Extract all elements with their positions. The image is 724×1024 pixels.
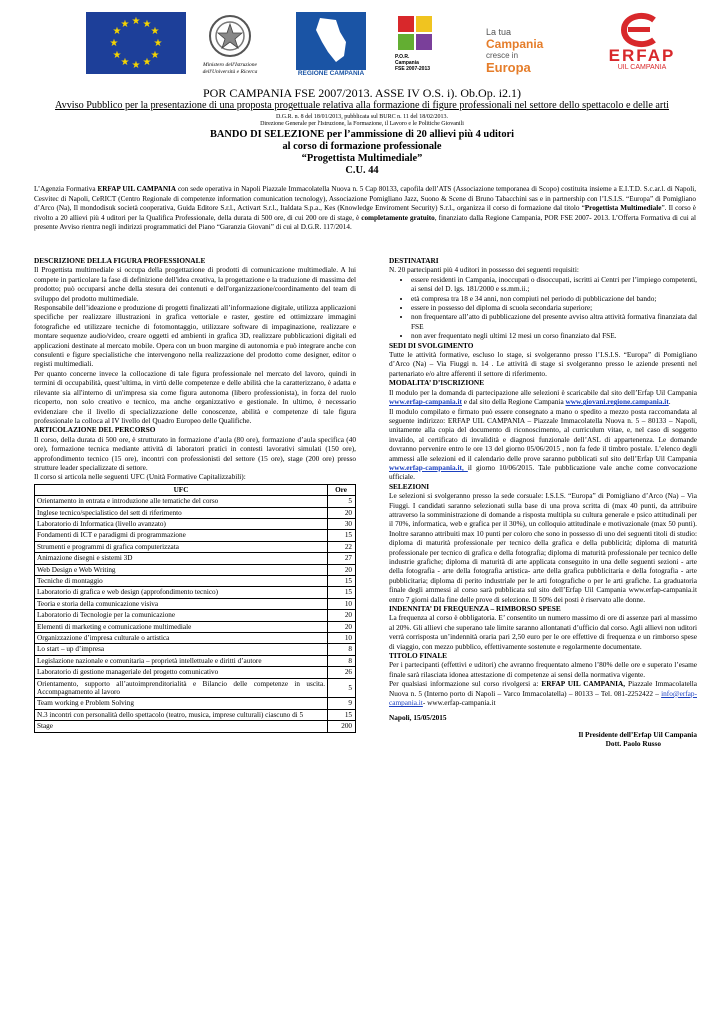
table-cell-ore: 20: [328, 564, 356, 575]
campania-cresce-3: cresce in: [486, 51, 519, 60]
header-line-1: POR CAMPANIA FSE 2007/2013. ASSE IV O.S. i). Ob.Op. i2.1): [202, 86, 522, 100]
signature-line-2: Dott. Paolo Russo: [605, 739, 661, 749]
table-row: [35, 564, 356, 575]
table-cell-ore: 20: [328, 507, 356, 518]
campania-cresce-logo: [486, 26, 566, 74]
email-link[interactable]: info@erfap-campania.it: [389, 688, 697, 708]
logo-bar: [86, 12, 686, 82]
table-cell-ore: 22: [328, 541, 356, 552]
section-heading-sedi: SEDI DI SVOLGIMENTO: [389, 340, 474, 350]
table-cell-ufc: Laboratorio di Informatica (livello avanzato): [35, 518, 328, 529]
table-row: [35, 553, 356, 564]
iscrizione-text-1: Il modulo per la domanda di partecipazione alle selezioni è scaricabile dal sito dell’Erfap Uil Campania www.erfap-campania.it e dal sito della Regione Campania www.giovani.regione.campania.it.: [389, 387, 697, 407]
date-line: Napoli, 15/05/2015: [389, 712, 447, 722]
left-column: [34, 256, 356, 733]
table-row: [35, 678, 356, 698]
svg-text:★: ★: [153, 38, 163, 49]
table-row: [35, 633, 356, 644]
sedi-text: Tutte le attività formative, escluso lo stage, si svolgeranno presso l’I.S.I.S. “Europa” di Pomigliano d’Arco (Na) – Via Fiuggi n. 14 . Le attività di stage si svolgeranno presso le aziende presenti nel partenariato e/o altre afferenti il settore di riferimento.: [389, 350, 697, 378]
table-row: [35, 621, 356, 632]
table-cell-ufc: Inglese tecnico/specialistico del sett di riferimento: [35, 507, 328, 518]
contact-text: Per qualsiasi informazione sul corso rivolgersi a: ERFAP UIL CAMPANIA, Piazzale Immacolatella Nuova n. 5 (Interno porto di Napoli – Varco Immacolatella) – 80133 – Tel. 081-2252422 – info@erfap-campania.it- www.erfap-campania.it: [389, 679, 698, 708]
table-row: [35, 644, 356, 655]
signature-line-1: Il Presidente dell’Erfap Uil Campania: [578, 729, 697, 739]
section-heading-iscrizione: MODALITA’ D’ISCRIZIONE: [389, 378, 485, 388]
descrizione-text-3: Per quanto concerne invece la collocazione di tale figura professionale nel mercato del lavoro, quindi in termini di occupabilità, quest’ultima, in virtù delle competenze e delle abilità che la caratterizzano, è adatta e rilevante sia all'interno di un'impresa sia come figura autonoma (libero professionista), in forza del ruolo ricoperto, non solo creativo e tecnico, ma anche organizzativo e gestionale. In ultimo, è necessario evidenziare che il livello di specializzazione delle conoscenze, abilità e competenze di tale figura professionale la colloca al IV livello del Quadro Europeo delle Qualifiche.: [34, 368, 356, 425]
ufc-table: [34, 484, 356, 733]
table-row: [35, 496, 356, 507]
table-row: [35, 587, 356, 598]
table-row: [35, 576, 356, 587]
table-header-ufc: UFC: [35, 484, 328, 495]
table-cell-ore: 26: [328, 667, 356, 678]
section-heading-destinatari: DESTINATARI: [389, 256, 439, 265]
table-cell-ore: 10: [328, 633, 356, 644]
titolo-text: Per i partecipanti (effettivi e uditori) che avranno frequentato almeno l’80% delle ore e superato l’esame finale sarà rilasciata idonea attestazione di competenze ai sensi della normativa vigente.: [389, 660, 697, 679]
table-row: [35, 518, 356, 529]
table-cell-ufc: Animazione disegni e sistemi 3D: [35, 553, 328, 564]
table-cell-ufc: Laboratorio di gestione manageriale del progetto comunicativo: [35, 667, 328, 678]
eu-flag-logo: [86, 12, 186, 74]
header-line-2: Avviso Pubblico per la presentazione di una proposta progettuale relativa alla formazione di figure professionali nel settore dello spettacolo e delle arti: [55, 100, 669, 111]
table-cell-ore: 10: [328, 598, 356, 609]
regione-campania-label: REGIONE CAMPANIA: [297, 70, 365, 77]
descrizione-text-2: Responsabile dell’ideazione e produzione di progetti finalizzati all’informazione digitale, utilizza applicazioni specifiche per realizzare illustrazioni in grafica vettoriale e raster, gestire ed ottimizzare immagini fotografiche ed utilizzare tecniche di fotomontaggio, utilizzare software di impaginazione, realizzare e montare sequenze audio/video, creare oggetti ed ambienti in grafica 3D, realizzare pubblicazioni digitali ed applicazioni destinate al mercato mobile. Opera con un buon margine di autonomia e può integrare anche con consulenti e figure specialistiche che intervengono nella realizzazione del prodotto come designer, editor o registi multimediali.: [34, 303, 356, 369]
table-cell-ufc: Orientamento in entrata e introduzione alle tematiche del corso: [35, 496, 328, 507]
erfap-website-link[interactable]: www.erfap-campania.it: [389, 397, 462, 407]
table-row: [35, 721, 356, 732]
bando-title-3: “Progettista Multimediale”: [301, 153, 423, 164]
table-cell-ufc: Strumenti e programmi di grafica computerizzata: [35, 541, 328, 552]
table-cell-ufc: Lo start – up d’impresa: [35, 644, 328, 655]
table-cell-ore: 15: [328, 587, 356, 598]
section-heading-indennita: INDENNITA’ DI FREQUENZA – RIMBORSO SPESE: [389, 604, 561, 614]
erfap-wordmark: ERFAP: [608, 46, 676, 65]
list-item: • non aver frequentato negli ultimi 12 mesi un corso finanziato dal FSE.: [411, 331, 697, 340]
table-row: [35, 709, 356, 720]
bando-title-2: al corso di formazione professionale: [282, 141, 442, 152]
ministry-caption-1: Ministero dell'Istruzione: [203, 62, 257, 68]
erfap-e-logo: [614, 12, 664, 48]
table-row: [35, 598, 356, 609]
table-cell-ufc: Legislazione nazionale e comunitaria – proprietà intellettuale e diritti d’autore: [35, 655, 328, 666]
table-cell-ufc: Teoria e storia della comunicazione visiva: [35, 598, 328, 609]
table-row: [35, 610, 356, 621]
table-header-ore: Ore: [328, 484, 356, 495]
table-header-row: [35, 484, 356, 495]
campania-cresce-1: La tua: [486, 27, 512, 37]
table-cell-ufc: Team working e Problem Solving: [35, 698, 328, 709]
right-column: [389, 256, 697, 749]
ufc-intro: Il corso si articola nelle seguenti UFC (Unità Formative Capitalizzabili):: [34, 472, 246, 482]
bando-title-4: C.U. 44: [345, 165, 379, 176]
table-cell-ufc: Laboratorio di grafica e web design (approfondimento tecnico): [35, 587, 328, 598]
table-cell-ore: 8: [328, 644, 356, 655]
svg-text:★: ★: [112, 50, 122, 61]
table-cell-ufc: Web Design e Web Writing: [35, 564, 328, 575]
svg-text:★: ★: [131, 16, 141, 27]
table-cell-ore: 15: [328, 530, 356, 541]
svg-text:★: ★: [150, 26, 160, 37]
free-course-note: completamente gratuito: [361, 213, 435, 222]
table-cell-ufc: Laboratorio di Tecnologie per la comunicazione: [35, 610, 328, 621]
list-item: • essere in possesso del diploma di scuola secondaria superiore;: [411, 303, 697, 312]
section-heading-articolazione: ARTICOLAZIONE DEL PERCORSO: [34, 425, 156, 435]
articolazione-text: Il corso, della durata di 500 ore, è strutturato in formazione d’aula (80 ore), formazione d’aula specifica (40 ore), formazione tecnica mediante attività di laboratori pratici in contesti lavorativi simulati (150 ore), approfondimento tecnico (15 ore), incontri con professionisti del settore (15 ore), stage (200 ore) presso strutture leader specializzate di settore.: [34, 434, 356, 472]
table-cell-ore: 9: [328, 698, 356, 709]
por-label-1: P.O.R.: [395, 54, 410, 60]
list-item: • non frequentare all’atto di pubblicazione del presente avviso altra attività formativa finanziata dal FSE: [411, 312, 697, 331]
por-label-3: FSE 2007-2013: [395, 66, 431, 72]
list-item: • essere residenti in Campania, inoccupati o disoccupati, iscritti ai Centri per l’impiego competenti, ai sensi del D. lgs. 181/2000 e ss.mm.ii.;: [411, 275, 697, 294]
requirements-list: [389, 275, 697, 341]
table-cell-ore: 15: [328, 576, 356, 587]
table-row: [35, 541, 356, 552]
table-cell-ufc: Tecniche di montaggio: [35, 576, 328, 587]
por-label-2: Campania: [395, 60, 419, 66]
iscrizione-text-2: Il modulo compilato e firmato può essere consegnato a mano o spedito a mezzo posta raccomandata al seguente indirizzo: ERFAP UIL CAMPANIA – Piazzale Immacolatella Nuova n. 5 – 80133 – Napoli, unitamente alla copia del documento di riconoscimento, al curriculum vitae, e, nel caso di soggetto invalido, al certificato di invalidità e diagnosi funzionale dell’ASL di appartenenza. Le domande dovranno pervenire entro le ore 13 del giorno 05/06/2015 , non fa fede il timbro postale. L’elenco degli ammessi alle selezioni ed il calendario delle prove saranno pubblicati sul sito dell’Erfap Uil Campania www.erfap-campania.it, il giorno 10/06/2015. Tale pubblicazione vale anche come convocazione ufficiale.: [389, 406, 697, 482]
section-heading-selezioni: SELEZIONI: [389, 481, 430, 491]
section-heading-titolo: TITOLO FINALE: [389, 651, 448, 661]
table-row: [35, 530, 356, 541]
table-row: [35, 655, 356, 666]
descrizione-text-1: Il Progettista multimediale si occupa della progettazione di prodotti di comunicazione multimediale. A lui compete in particolare la fase di definizione dell'idea creativa, la progettazione e la traduzione di massima del prodotto; può occuparsi anche della stesura dei contenuti e dell'organizzazione/coordinamento del team di sviluppo del prodotto multimediale.: [34, 265, 356, 303]
svg-text:★: ★: [142, 57, 152, 68]
italian-emblem-logo: [194, 12, 266, 60]
table-cell-ore: 20: [328, 621, 356, 632]
svg-text:★: ★: [142, 19, 152, 30]
header-line-4: Direzione Generale per l'Istruzione, la Formazione, il Lavoro e le Politiche Giovanili: [260, 121, 464, 127]
erfap-sub: UIL CAMPANIA: [617, 64, 667, 71]
table-cell-ore: 30: [328, 518, 356, 529]
table-cell-ufc: Fondamenti di ICT e paradigmi di programmazione: [35, 530, 328, 541]
bando-title: [0, 129, 724, 177]
table-cell-ufc: Stage: [35, 721, 328, 732]
table-cell-ore: 20: [328, 610, 356, 621]
svg-text:★: ★: [131, 60, 141, 71]
course-name: Progettista Multimediale: [584, 204, 662, 213]
ministry-caption-2: dell'Università e Ricerca: [202, 68, 258, 75]
intro-paragraph: L’Agenzia Formativa ERFAP UIL CAMPANIA con sede operativa in Napoli Piazzale Immacolatella Nuova n. 5 Cap 80133, capofila dell’ATS (Associazione temporanea di Scopo) costituita insieme a E.I.T.D. S.c.ar.l. di Napoli, Cesvitec di Napoli, CeRICT (Centro Regionale di competenze information comunication tecnology), Associazione Pomigliano Jazz, Suono & Scene di Bruno Tabacchini sas e in partnership con l’I.S.I.S. “Europa” di Pomigliano d’Arco (Na), Il mondodisuk società cooperativa, Guida Editore S.r.l., Activart S.r.l., Italdata S.p.a., Kes (Knowledge Enviroment Security) S.r.l., organizza il corso di formazione dal titolo “Progettista Multimediale”. Il corso è rivolto a 20 allievi più 4 uditori per la Qualifica Professionale, della durata di 500 ore, di cui 200 ore di stage, è completamente gratuito, finanziato dalla Regione Campania, POR FSE 2007- 2013. L’Offerta Formativa di cui al presente Avviso rientra negli indirizzi programmatici del Piano “Garanzia Giovani” di cui al D.G.R. 117/2014.: [34, 185, 696, 232]
table-row: [35, 507, 356, 518]
table-cell-ore: 5: [328, 678, 356, 698]
campania-cresce-4: Europa: [486, 60, 531, 75]
table-cell-ore: 5: [328, 496, 356, 507]
erfap-website-link-2[interactable]: www.erfap-campania.it,: [389, 462, 468, 472]
table-cell-ufc: N.3 incontri con personalità dello spettacolo (teatro, musica, imprese culturali) ciascuno di 5: [35, 709, 328, 720]
bando-title-1: BANDO DI SELEZIONE per l’ammissione di 20 allievi più 4 uditori: [209, 129, 515, 140]
agency-name: ERFAP UIL CAMPANIA: [97, 185, 177, 193]
table-cell-ore: 15: [328, 709, 356, 720]
table-cell-ore: 8: [328, 655, 356, 666]
table-row: [35, 667, 356, 678]
table-cell-ore: 27: [328, 553, 356, 564]
table-cell-ore: 200: [328, 721, 356, 732]
destinatari-text: N. 20 partecipanti più 4 uditori in possesso dei seguenti requisiti:: [389, 265, 579, 275]
svg-text:★: ★: [109, 38, 119, 49]
indennita-text: La frequenza al corso è obbligatoria. E’ consentito un numero massimo di ore di assenze pari al massimo al 20%. Gli allievi che superano tale limite saranno allontanati d’ufficio dal corso. Agli allievi non uditori verrà corrisposta un’indennità oraria pari 2,50 euro per le ore effettive di frequenza e un rimborso spese di viaggio, con mezzo pubblico, effettivamente sostenute e regolarmente documentate.: [389, 613, 697, 651]
table-cell-ufc: Organizzazione d’impresa culturale o artistica: [35, 633, 328, 644]
svg-text:★: ★: [120, 57, 130, 68]
svg-text:★: ★: [112, 26, 122, 37]
list-item: • età compresa tra 18 e 34 anni, non compiuti nel periodo di pubblicazione del bando;: [411, 294, 697, 303]
ufc-table-body: [35, 496, 356, 733]
section-heading-descrizione: DESCRIZIONE DELLA FIGURA PROFESSIONALE: [34, 256, 206, 265]
table-cell-ufc: Orientamento, supporto all’autoimprenditorialità e Bilancio delle competenze in uscita. Accompagnamento al lavoro: [35, 678, 328, 698]
selezioni-text: Le selezioni si svolgeranno presso la sede corsuale: I.S.I.S. “Europa” di Pomigliano d’Arco (Na) – Via Fiuggi. I candidati saranno selezionati sulla base di una prova scritta di (max 40 punti, da attribuire attraverso la somministrazione di domande a risposta multipla su cultura generale e psico attitudinali per il 70%, informatica, web e grafica per il 30%), un colloquio attitudinale e motivazionale (max 50 punti). Inoltre saranno attribuiti max 10 punti per coloro che sono in possesso di uno dei seguenti titoli di studio: diploma di maturità professionale per tecnico della grafica e della pubblicità; diploma di maturità professionale per tecnico di grafica e della fotografia; diploma di maturità professionale per tecnico delle industrie grafiche; diploma di maturità di arte applicata conseguito in una delle seguenti sezioni - arte della fotografia - arte della fotografia artistica- arte della grafica pubblicitaria e della fotografia - arte pubblicitaria; diploma di perito industriale per le arti fotografiche o per le arti grafiche. La graduatoria finale degli ammessi al corso sarà pubblicata sul sito dell’Erfap Uil Campania www.erfap-campania.it entro 7 giorni dalla fine delle prove di selezione. Il 50% dei posti è riservato alle donne.: [389, 491, 697, 604]
regione-website-link[interactable]: www.giovani.regione.campania.it: [565, 397, 669, 407]
campania-cresce-2: Campania: [486, 37, 544, 51]
header-line-3: D.G.R. n. 8 del 18/01/2013, pubblicata sul BURC n. 11 del 18/02/2013.: [275, 114, 449, 120]
table-cell-ufc: Elementi di marketing e comunicazione multimediale: [35, 621, 328, 632]
svg-text:★: ★: [120, 19, 130, 30]
svg-text:★: ★: [150, 50, 160, 61]
table-row: [35, 698, 356, 709]
